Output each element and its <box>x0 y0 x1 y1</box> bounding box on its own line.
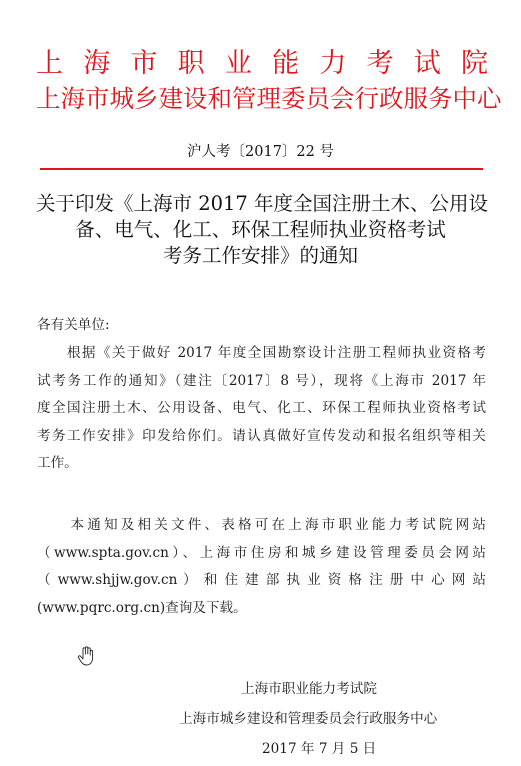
paragraph-line: 试考务工作的通知》（建注〔2017〕8 号），现将《上海市 2017 年 <box>37 372 486 389</box>
paragraph-line: 度全国注册土木、公用设备、电气、化工、环保工程师执业资格考试 <box>37 400 486 417</box>
salutation: 各有关单位: <box>37 317 110 333</box>
document-number: 沪人考〔2017〕22 号 <box>187 144 334 160</box>
title-line: 考务工作安排》的通知 <box>162 244 358 267</box>
hand-pointer-icon <box>77 646 95 666</box>
issuer-char: 上 <box>36 48 63 79</box>
issuer-char: 力 <box>319 48 347 79</box>
paragraph-line: （ www.shjjw.gov.cn ） 和 住 建 部 执 业 资 格 注 册 中 心 网 站 <box>37 572 486 589</box>
issuer-char: 业 <box>224 48 252 79</box>
body-paragraph-2 <box>37 512 486 622</box>
signature-org-1: 上海市职业能力考试院 <box>241 681 377 697</box>
paragraph-line: 根据《关于做好 2017 年度全国勘察设计注册工程师执业资格考 <box>37 345 486 361</box>
issuer-char: 职 <box>177 48 205 79</box>
body-paragraph-1 <box>37 340 486 478</box>
signature-date: 2017 年 7 月 5 日 <box>262 741 377 757</box>
paragraph-line: (www.pqrc.org.cn)查询及下载。 <box>37 599 247 616</box>
issuer-char: 海 <box>83 48 111 79</box>
paragraph-line: （www.spta.gov.cn）、上海市住房和城乡建设管理委员会网站 <box>37 544 486 561</box>
issuer-char: 市 <box>130 48 158 79</box>
issuer-char: 考 <box>366 48 394 79</box>
notice-title <box>36 191 489 269</box>
issuer-char: 院 <box>460 48 488 79</box>
issuer-name-line2: 上海市城乡建设和管理委员会行政服务中心 <box>36 84 502 113</box>
paragraph-line: 工作。 <box>37 455 78 472</box>
paragraph-line: 本通知及相关文件、表格可在上海市职业能力考试院网站 <box>37 517 486 533</box>
paragraph-line: 考务工作安排》印发给你们。请认真做好宣传发动和报名组织等相关 <box>37 427 486 444</box>
issuer-char: 能 <box>272 48 300 79</box>
signature-org-2: 上海市城乡建设和管理委员会行政服务中心 <box>179 711 438 727</box>
title-line: 备、电气、化工、环保工程师执业资格考试 <box>75 218 446 241</box>
red-header-divider <box>40 168 483 170</box>
title-line: 关于印发《上海市 2017 年度全国注册土木、公用设 <box>36 192 489 215</box>
issuer-name-line1 <box>36 48 488 80</box>
issuer-char: 试 <box>413 48 441 79</box>
